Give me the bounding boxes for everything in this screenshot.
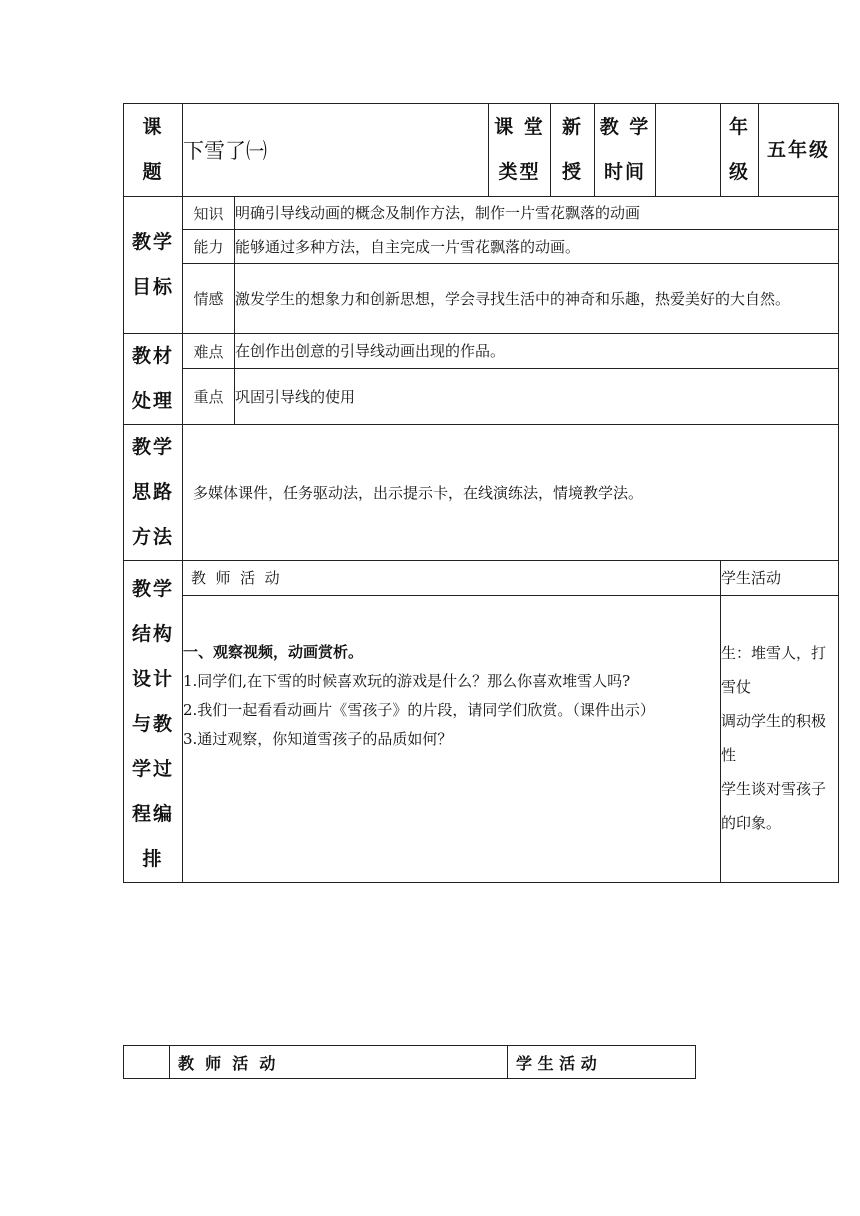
continuation-header-row xyxy=(124,1046,696,1079)
material-category: 重点 xyxy=(183,369,235,425)
time-label: 教 学 时间 xyxy=(595,104,656,197)
teacher-activity-header-2: 教 师 活 动 xyxy=(170,1046,508,1079)
topic-value: 下雪了㈠ xyxy=(183,104,489,197)
goals-label: 教学 目标 xyxy=(124,197,183,334)
goal-row-ability xyxy=(124,230,839,264)
section-title: 一、观察视频，动画赏析。 xyxy=(183,642,364,661)
material-text: 在创作出创意的引导线动画出现的作品。 xyxy=(235,334,839,369)
method-label: 教学 思路 方法 xyxy=(124,425,183,561)
grade-label: 年 级 xyxy=(721,104,759,197)
goal-row-emotion xyxy=(124,264,839,334)
teacher-activity-content xyxy=(183,595,721,882)
material-label: 教材 处理 xyxy=(124,334,183,425)
grade-value: 五年级 xyxy=(759,104,839,197)
teacher-line: 3.通过观察，你知道雪孩子的品质如何？ xyxy=(183,729,453,748)
class-type-label: 课 堂 类型 xyxy=(489,104,551,197)
goal-category: 情感 xyxy=(183,264,235,334)
teacher-activity-header: 教 师 活 动 xyxy=(183,561,721,596)
goal-row-knowledge xyxy=(124,197,839,230)
goal-text: 能够通过多种方法，自主完成一片雪花飘落的动画。 xyxy=(235,230,839,264)
material-text: 巩固引导线的使用 xyxy=(235,369,839,425)
goal-text: 激发学生的想象力和创新思想，学会寻找生活中的神奇和乐趣，热爱美好的大自然。 xyxy=(235,264,839,334)
student-activity-content xyxy=(721,595,839,882)
blank-cell xyxy=(124,1046,170,1079)
goal-text: 明确引导线动画的概念及制作方法，制作一片雪花飘落的动画 xyxy=(235,197,839,230)
goal-category: 知识 xyxy=(183,197,235,230)
class-type-value: 新 授 xyxy=(551,104,595,197)
teacher-line: 2.我们一起看看动画片《雪孩子》的片段，请同学们欣赏。（课件出示） xyxy=(183,700,655,719)
student-line: 学生谈对雪孩子的印象。 xyxy=(721,779,827,832)
structure-label: 教学 结构 设计 与教 学过 程编 排 xyxy=(124,561,183,883)
topic-label: 课 题 xyxy=(124,104,183,197)
structure-content-row xyxy=(124,595,839,882)
material-row-key xyxy=(124,369,839,425)
lesson-plan-table xyxy=(123,103,839,883)
continuation-table xyxy=(123,1045,696,1079)
teacher-line: 1.同学们,在下雪的时候喜欢玩的游戏是什么？那么你喜欢堆雪人吗? xyxy=(183,671,631,690)
header-row xyxy=(124,104,839,197)
goal-category: 能力 xyxy=(183,230,235,264)
student-activity-header: 学生活动 xyxy=(721,561,839,596)
student-line: 生：堆雪人，打雪仗 xyxy=(721,643,827,696)
material-row-difficulty xyxy=(124,334,839,369)
method-row xyxy=(124,425,839,561)
method-text: 多媒体课件，任务驱动法，出示提示卡，在线演练法，情境教学法。 xyxy=(183,425,839,561)
structure-header-row xyxy=(124,561,839,596)
material-category: 难点 xyxy=(183,334,235,369)
student-activity-header-2: 学 生 活 动 xyxy=(508,1046,696,1079)
student-line: 调动学生的积极性 xyxy=(721,711,827,764)
time-value xyxy=(656,104,721,197)
